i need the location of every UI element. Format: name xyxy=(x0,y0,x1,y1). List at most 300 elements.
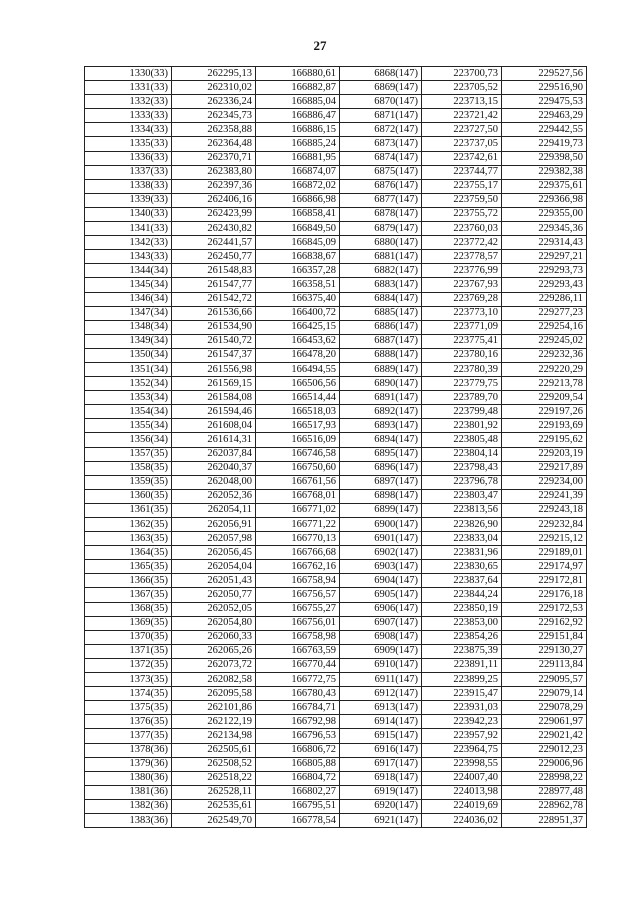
cell-y-coord-right: 229095,57 xyxy=(502,673,587,687)
table-row xyxy=(85,165,587,179)
cell-point-id-left: 1362(35) xyxy=(85,518,172,532)
cell-x-coord-right: 223759,50 xyxy=(422,193,502,207)
cell-y-coord-right: 229241,39 xyxy=(502,489,587,503)
cell-point-id-right: 6884(147) xyxy=(340,292,422,306)
table-row xyxy=(85,574,587,588)
table-row xyxy=(85,348,587,362)
cell-point-id-right: 6904(147) xyxy=(340,574,422,588)
cell-y-coord-left: 166375,40 xyxy=(256,292,340,306)
cell-x-coord-right: 223769,28 xyxy=(422,292,502,306)
cell-point-id-right: 6889(147) xyxy=(340,362,422,376)
cell-y-coord-right: 229061,97 xyxy=(502,715,587,729)
cell-point-id-left: 1363(35) xyxy=(85,532,172,546)
cell-y-coord-right: 229527,56 xyxy=(502,67,587,81)
cell-y-coord-left: 166849,50 xyxy=(256,222,340,236)
cell-x-coord-right: 223776,99 xyxy=(422,264,502,278)
cell-x-coord-left: 262370,71 xyxy=(172,151,256,165)
cell-x-coord-left: 262528,11 xyxy=(172,785,256,799)
cell-point-id-left: 1342(33) xyxy=(85,236,172,250)
cell-point-id-right: 6896(147) xyxy=(340,461,422,475)
cell-x-coord-right: 223931,03 xyxy=(422,701,502,715)
cell-x-coord-right: 223854,26 xyxy=(422,630,502,644)
cell-y-coord-left: 166758,94 xyxy=(256,574,340,588)
cell-x-coord-right: 223833,04 xyxy=(422,532,502,546)
cell-y-coord-left: 166885,04 xyxy=(256,95,340,109)
cell-y-coord-right: 229366,98 xyxy=(502,193,587,207)
cell-point-id-right: 6872(147) xyxy=(340,123,422,137)
cell-x-coord-right: 223780,39 xyxy=(422,362,502,376)
cell-x-coord-right: 223760,03 xyxy=(422,222,502,236)
cell-x-coord-left: 262052,36 xyxy=(172,489,256,503)
table-row xyxy=(85,362,587,376)
cell-x-coord-left: 261542,72 xyxy=(172,292,256,306)
cell-y-coord-left: 166874,07 xyxy=(256,165,340,179)
cell-x-coord-left: 262054,80 xyxy=(172,616,256,630)
cell-point-id-right: 6908(147) xyxy=(340,630,422,644)
cell-point-id-right: 6898(147) xyxy=(340,489,422,503)
cell-y-coord-right: 229012,23 xyxy=(502,743,587,757)
cell-point-id-left: 1340(33) xyxy=(85,207,172,221)
table-row xyxy=(85,391,587,405)
cell-y-coord-right: 229162,92 xyxy=(502,616,587,630)
cell-point-id-right: 6901(147) xyxy=(340,532,422,546)
cell-x-coord-left: 262397,36 xyxy=(172,179,256,193)
cell-point-id-left: 1352(34) xyxy=(85,377,172,391)
cell-point-id-right: 6899(147) xyxy=(340,503,422,517)
cell-point-id-left: 1380(36) xyxy=(85,771,172,785)
cell-x-coord-right: 223844,24 xyxy=(422,588,502,602)
cell-y-coord-left: 166506,56 xyxy=(256,377,340,391)
cell-y-coord-left: 166866,98 xyxy=(256,193,340,207)
cell-point-id-right: 6910(147) xyxy=(340,658,422,672)
cell-x-coord-left: 262358,88 xyxy=(172,123,256,137)
cell-x-coord-left: 262549,70 xyxy=(172,813,256,827)
cell-point-id-right: 6882(147) xyxy=(340,264,422,278)
cell-point-id-right: 6868(147) xyxy=(340,67,422,81)
cell-y-coord-right: 229245,02 xyxy=(502,334,587,348)
table-row xyxy=(85,137,587,151)
cell-point-id-right: 6907(147) xyxy=(340,616,422,630)
table-row xyxy=(85,588,587,602)
cell-y-coord-left: 166796,53 xyxy=(256,729,340,743)
cell-y-coord-right: 229297,21 xyxy=(502,250,587,264)
cell-point-id-right: 6888(147) xyxy=(340,348,422,362)
cell-x-coord-right: 223755,17 xyxy=(422,179,502,193)
cell-y-coord-left: 166804,72 xyxy=(256,771,340,785)
cell-x-coord-right: 223799,48 xyxy=(422,405,502,419)
cell-point-id-left: 1377(35) xyxy=(85,729,172,743)
cell-y-coord-left: 166756,01 xyxy=(256,616,340,630)
cell-y-coord-right: 229475,53 xyxy=(502,95,587,109)
cell-point-id-left: 1339(33) xyxy=(85,193,172,207)
table-row xyxy=(85,616,587,630)
cell-point-id-right: 6921(147) xyxy=(340,813,422,827)
table-row xyxy=(85,193,587,207)
cell-point-id-left: 1366(35) xyxy=(85,574,172,588)
cell-y-coord-right: 229314,43 xyxy=(502,236,587,250)
table-row xyxy=(85,461,587,475)
cell-x-coord-right: 223804,14 xyxy=(422,447,502,461)
table-row xyxy=(85,433,587,447)
table-row xyxy=(85,771,587,785)
cell-x-coord-right: 223830,65 xyxy=(422,560,502,574)
cell-point-id-left: 1379(36) xyxy=(85,757,172,771)
cell-point-id-right: 6920(147) xyxy=(340,799,422,813)
cell-point-id-left: 1370(35) xyxy=(85,630,172,644)
cell-y-coord-left: 166805,88 xyxy=(256,757,340,771)
cell-point-id-left: 1332(33) xyxy=(85,95,172,109)
cell-x-coord-left: 262037,84 xyxy=(172,447,256,461)
cell-y-coord-left: 166778,54 xyxy=(256,813,340,827)
cell-y-coord-left: 166453,62 xyxy=(256,334,340,348)
cell-y-coord-right: 229232,36 xyxy=(502,348,587,362)
cell-y-coord-left: 166766,68 xyxy=(256,546,340,560)
cell-x-coord-left: 262134,98 xyxy=(172,729,256,743)
cell-point-id-left: 1330(33) xyxy=(85,67,172,81)
cell-x-coord-right: 223727,50 xyxy=(422,123,502,137)
cell-x-coord-left: 262040,37 xyxy=(172,461,256,475)
cell-x-coord-left: 262056,45 xyxy=(172,546,256,560)
table-row xyxy=(85,757,587,771)
cell-x-coord-left: 261608,04 xyxy=(172,419,256,433)
cell-y-coord-left: 166494,55 xyxy=(256,362,340,376)
cell-y-coord-left: 166400,72 xyxy=(256,306,340,320)
table-row xyxy=(85,701,587,715)
cell-y-coord-right: 229176,18 xyxy=(502,588,587,602)
table-row xyxy=(85,123,587,137)
cell-y-coord-left: 166771,02 xyxy=(256,503,340,517)
cell-point-id-left: 1341(33) xyxy=(85,222,172,236)
cell-y-coord-left: 166755,27 xyxy=(256,602,340,616)
table-row xyxy=(85,518,587,532)
cell-y-coord-left: 166762,16 xyxy=(256,560,340,574)
cell-point-id-left: 1372(35) xyxy=(85,658,172,672)
cell-point-id-left: 1343(33) xyxy=(85,250,172,264)
cell-x-coord-left: 262441,57 xyxy=(172,236,256,250)
cell-x-coord-left: 262101,86 xyxy=(172,701,256,715)
cell-x-coord-right: 223779,75 xyxy=(422,377,502,391)
cell-y-coord-right: 229209,54 xyxy=(502,391,587,405)
table-row xyxy=(85,813,587,827)
table-row xyxy=(85,250,587,264)
cell-x-coord-right: 223942,23 xyxy=(422,715,502,729)
table-row xyxy=(85,320,587,334)
cell-x-coord-left: 262508,52 xyxy=(172,757,256,771)
cell-y-coord-left: 166518,03 xyxy=(256,405,340,419)
cell-y-coord-right: 229203,19 xyxy=(502,447,587,461)
table-row xyxy=(85,602,587,616)
cell-point-id-right: 6918(147) xyxy=(340,771,422,785)
cell-x-coord-left: 262423,99 xyxy=(172,207,256,221)
cell-y-coord-left: 166756,57 xyxy=(256,588,340,602)
cell-x-coord-left: 261540,72 xyxy=(172,334,256,348)
cell-point-id-left: 1364(35) xyxy=(85,546,172,560)
table-row xyxy=(85,264,587,278)
cell-x-coord-right: 223998,55 xyxy=(422,757,502,771)
table-row xyxy=(85,179,587,193)
cell-x-coord-left: 261548,83 xyxy=(172,264,256,278)
cell-x-coord-right: 223705,52 xyxy=(422,81,502,95)
cell-x-coord-right: 224036,02 xyxy=(422,813,502,827)
cell-point-id-right: 6885(147) xyxy=(340,306,422,320)
table-row xyxy=(85,658,587,672)
cell-point-id-right: 6875(147) xyxy=(340,165,422,179)
cell-x-coord-left: 262073,72 xyxy=(172,658,256,672)
cell-point-id-right: 6869(147) xyxy=(340,81,422,95)
table-row xyxy=(85,743,587,757)
cell-y-coord-left: 166885,24 xyxy=(256,137,340,151)
cell-y-coord-right: 229006,96 xyxy=(502,757,587,771)
cell-point-id-right: 6914(147) xyxy=(340,715,422,729)
cell-point-id-left: 1344(34) xyxy=(85,264,172,278)
cell-point-id-left: 1378(36) xyxy=(85,743,172,757)
cell-y-coord-left: 166806,72 xyxy=(256,743,340,757)
cell-y-coord-left: 166882,87 xyxy=(256,81,340,95)
cell-point-id-right: 6886(147) xyxy=(340,320,422,334)
table-row xyxy=(85,546,587,560)
table-row xyxy=(85,785,587,799)
cell-y-coord-left: 166845,09 xyxy=(256,236,340,250)
coordinates-table-body xyxy=(85,67,587,828)
cell-x-coord-right: 223772,42 xyxy=(422,236,502,250)
cell-x-coord-right: 223837,64 xyxy=(422,574,502,588)
cell-point-id-right: 6892(147) xyxy=(340,405,422,419)
cell-point-id-right: 6881(147) xyxy=(340,250,422,264)
cell-x-coord-left: 261547,77 xyxy=(172,278,256,292)
cell-x-coord-left: 262430,82 xyxy=(172,222,256,236)
cell-x-coord-right: 223744,77 xyxy=(422,165,502,179)
cell-x-coord-left: 261536,66 xyxy=(172,306,256,320)
cell-y-coord-right: 229382,38 xyxy=(502,165,587,179)
cell-y-coord-right: 228962,78 xyxy=(502,799,587,813)
cell-x-coord-right: 223700,73 xyxy=(422,67,502,81)
cell-point-id-left: 1345(34) xyxy=(85,278,172,292)
cell-point-id-left: 1381(36) xyxy=(85,785,172,799)
table-row xyxy=(85,236,587,250)
cell-y-coord-right: 229151,84 xyxy=(502,630,587,644)
cell-y-coord-right: 229516,90 xyxy=(502,81,587,95)
table-row xyxy=(85,447,587,461)
cell-y-coord-left: 166771,22 xyxy=(256,518,340,532)
cell-y-coord-left: 166358,51 xyxy=(256,278,340,292)
cell-x-coord-right: 223755,72 xyxy=(422,207,502,221)
cell-point-id-left: 1360(35) xyxy=(85,489,172,503)
cell-y-coord-right: 229193,69 xyxy=(502,419,587,433)
cell-x-coord-left: 261569,15 xyxy=(172,377,256,391)
cell-point-id-left: 1359(35) xyxy=(85,475,172,489)
cell-y-coord-left: 166425,15 xyxy=(256,320,340,334)
cell-point-id-right: 6893(147) xyxy=(340,419,422,433)
cell-x-coord-right: 223801,92 xyxy=(422,419,502,433)
table-row xyxy=(85,475,587,489)
cell-point-id-right: 6878(147) xyxy=(340,207,422,221)
cell-point-id-left: 1376(35) xyxy=(85,715,172,729)
cell-y-coord-right: 229078,29 xyxy=(502,701,587,715)
cell-x-coord-right: 223853,00 xyxy=(422,616,502,630)
cell-x-coord-left: 262406,16 xyxy=(172,193,256,207)
cell-y-coord-left: 166761,56 xyxy=(256,475,340,489)
cell-point-id-right: 6911(147) xyxy=(340,673,422,687)
cell-x-coord-left: 262336,24 xyxy=(172,95,256,109)
cell-x-coord-right: 223775,41 xyxy=(422,334,502,348)
cell-y-coord-left: 166784,71 xyxy=(256,701,340,715)
cell-point-id-left: 1350(34) xyxy=(85,348,172,362)
table-row xyxy=(85,151,587,165)
cell-y-coord-left: 166838,67 xyxy=(256,250,340,264)
cell-point-id-left: 1349(34) xyxy=(85,334,172,348)
cell-y-coord-right: 229113,84 xyxy=(502,658,587,672)
cell-point-id-right: 6894(147) xyxy=(340,433,422,447)
cell-point-id-right: 6895(147) xyxy=(340,447,422,461)
cell-point-id-left: 1356(34) xyxy=(85,433,172,447)
cell-point-id-left: 1357(35) xyxy=(85,447,172,461)
table-row xyxy=(85,630,587,644)
cell-point-id-right: 6912(147) xyxy=(340,687,422,701)
table-row xyxy=(85,207,587,221)
cell-x-coord-right: 223771,09 xyxy=(422,320,502,334)
cell-x-coord-left: 262056,91 xyxy=(172,518,256,532)
cell-x-coord-right: 223789,70 xyxy=(422,391,502,405)
cell-x-coord-right: 223875,39 xyxy=(422,644,502,658)
cell-y-coord-left: 166881,95 xyxy=(256,151,340,165)
cell-x-coord-left: 262505,61 xyxy=(172,743,256,757)
cell-x-coord-right: 223780,16 xyxy=(422,348,502,362)
cell-y-coord-right: 229172,53 xyxy=(502,602,587,616)
table-row xyxy=(85,222,587,236)
cell-y-coord-right: 229442,55 xyxy=(502,123,587,137)
cell-point-id-left: 1383(36) xyxy=(85,813,172,827)
cell-x-coord-left: 262050,77 xyxy=(172,588,256,602)
cell-y-coord-right: 229419,73 xyxy=(502,137,587,151)
cell-y-coord-left: 166746,58 xyxy=(256,447,340,461)
cell-point-id-left: 1371(35) xyxy=(85,644,172,658)
cell-x-coord-left: 262345,73 xyxy=(172,109,256,123)
cell-y-coord-left: 166750,60 xyxy=(256,461,340,475)
cell-x-coord-left: 262518,22 xyxy=(172,771,256,785)
cell-point-id-right: 6890(147) xyxy=(340,377,422,391)
cell-y-coord-right: 229215,12 xyxy=(502,532,587,546)
table-row xyxy=(85,673,587,687)
cell-y-coord-right: 229079,14 xyxy=(502,687,587,701)
cell-point-id-right: 6897(147) xyxy=(340,475,422,489)
cell-point-id-right: 6902(147) xyxy=(340,546,422,560)
cell-point-id-right: 6905(147) xyxy=(340,588,422,602)
cell-y-coord-right: 229195,62 xyxy=(502,433,587,447)
cell-y-coord-left: 166758,98 xyxy=(256,630,340,644)
cell-x-coord-left: 262082,58 xyxy=(172,673,256,687)
cell-point-id-left: 1338(33) xyxy=(85,179,172,193)
cell-y-coord-right: 229217,89 xyxy=(502,461,587,475)
cell-point-id-right: 6873(147) xyxy=(340,137,422,151)
cell-point-id-right: 6870(147) xyxy=(340,95,422,109)
cell-point-id-left: 1333(33) xyxy=(85,109,172,123)
cell-y-coord-left: 166802,27 xyxy=(256,785,340,799)
cell-point-id-left: 1361(35) xyxy=(85,503,172,517)
cell-point-id-left: 1335(33) xyxy=(85,137,172,151)
cell-point-id-right: 6916(147) xyxy=(340,743,422,757)
cell-x-coord-right: 223742,61 xyxy=(422,151,502,165)
table-row xyxy=(85,715,587,729)
cell-y-coord-left: 166872,02 xyxy=(256,179,340,193)
table-row xyxy=(85,95,587,109)
cell-x-coord-right: 223831,96 xyxy=(422,546,502,560)
cell-point-id-left: 1373(35) xyxy=(85,673,172,687)
cell-point-id-right: 6903(147) xyxy=(340,560,422,574)
cell-x-coord-right: 224019,69 xyxy=(422,799,502,813)
table-row xyxy=(85,278,587,292)
cell-y-coord-right: 229345,36 xyxy=(502,222,587,236)
table-row xyxy=(85,419,587,433)
cell-y-coord-left: 166357,28 xyxy=(256,264,340,278)
cell-point-id-left: 1348(34) xyxy=(85,320,172,334)
cell-x-coord-left: 262095,58 xyxy=(172,687,256,701)
cell-x-coord-right: 224013,98 xyxy=(422,785,502,799)
cell-y-coord-left: 166763,59 xyxy=(256,644,340,658)
cell-y-coord-right: 228951,37 xyxy=(502,813,587,827)
cell-x-coord-right: 223713,15 xyxy=(422,95,502,109)
cell-x-coord-right: 223773,10 xyxy=(422,306,502,320)
cell-x-coord-left: 262052,05 xyxy=(172,602,256,616)
table-row xyxy=(85,644,587,658)
cell-x-coord-left: 262122,19 xyxy=(172,715,256,729)
cell-y-coord-right: 229293,73 xyxy=(502,264,587,278)
cell-y-coord-left: 166768,01 xyxy=(256,489,340,503)
cell-y-coord-right: 229254,16 xyxy=(502,320,587,334)
cell-y-coord-right: 229213,78 xyxy=(502,377,587,391)
cell-point-id-left: 1353(34) xyxy=(85,391,172,405)
cell-x-coord-right: 223826,90 xyxy=(422,518,502,532)
cell-y-coord-right: 228998,22 xyxy=(502,771,587,785)
cell-y-coord-left: 166795,51 xyxy=(256,799,340,813)
cell-y-coord-left: 166792,98 xyxy=(256,715,340,729)
cell-y-coord-left: 166516,09 xyxy=(256,433,340,447)
cell-x-coord-left: 261534,90 xyxy=(172,320,256,334)
cell-point-id-right: 6871(147) xyxy=(340,109,422,123)
table-row xyxy=(85,377,587,391)
cell-y-coord-left: 166517,93 xyxy=(256,419,340,433)
cell-x-coord-right: 223796,78 xyxy=(422,475,502,489)
cell-point-id-left: 1367(35) xyxy=(85,588,172,602)
cell-x-coord-right: 223891,11 xyxy=(422,658,502,672)
cell-point-id-left: 1347(34) xyxy=(85,306,172,320)
cell-y-coord-right: 229220,29 xyxy=(502,362,587,376)
cell-point-id-right: 6919(147) xyxy=(340,785,422,799)
cell-y-coord-right: 229398,50 xyxy=(502,151,587,165)
table-row xyxy=(85,334,587,348)
cell-y-coord-left: 166780,43 xyxy=(256,687,340,701)
cell-x-coord-right: 223778,57 xyxy=(422,250,502,264)
cell-x-coord-left: 262450,77 xyxy=(172,250,256,264)
cell-y-coord-right: 229189,01 xyxy=(502,546,587,560)
cell-point-id-left: 1354(34) xyxy=(85,405,172,419)
cell-y-coord-left: 166886,47 xyxy=(256,109,340,123)
coordinates-table xyxy=(84,66,587,828)
cell-y-coord-left: 166858,41 xyxy=(256,207,340,221)
cell-x-coord-left: 262065,26 xyxy=(172,644,256,658)
cell-y-coord-left: 166772,75 xyxy=(256,673,340,687)
cell-y-coord-right: 229197,26 xyxy=(502,405,587,419)
cell-x-coord-left: 262060,33 xyxy=(172,630,256,644)
cell-x-coord-right: 223957,92 xyxy=(422,729,502,743)
table-row xyxy=(85,81,587,95)
cell-point-id-right: 6883(147) xyxy=(340,278,422,292)
cell-point-id-right: 6900(147) xyxy=(340,518,422,532)
cell-y-coord-right: 229021,42 xyxy=(502,729,587,743)
cell-x-coord-right: 223803,47 xyxy=(422,489,502,503)
table-row xyxy=(85,532,587,546)
cell-point-id-left: 1334(33) xyxy=(85,123,172,137)
table-row xyxy=(85,109,587,123)
